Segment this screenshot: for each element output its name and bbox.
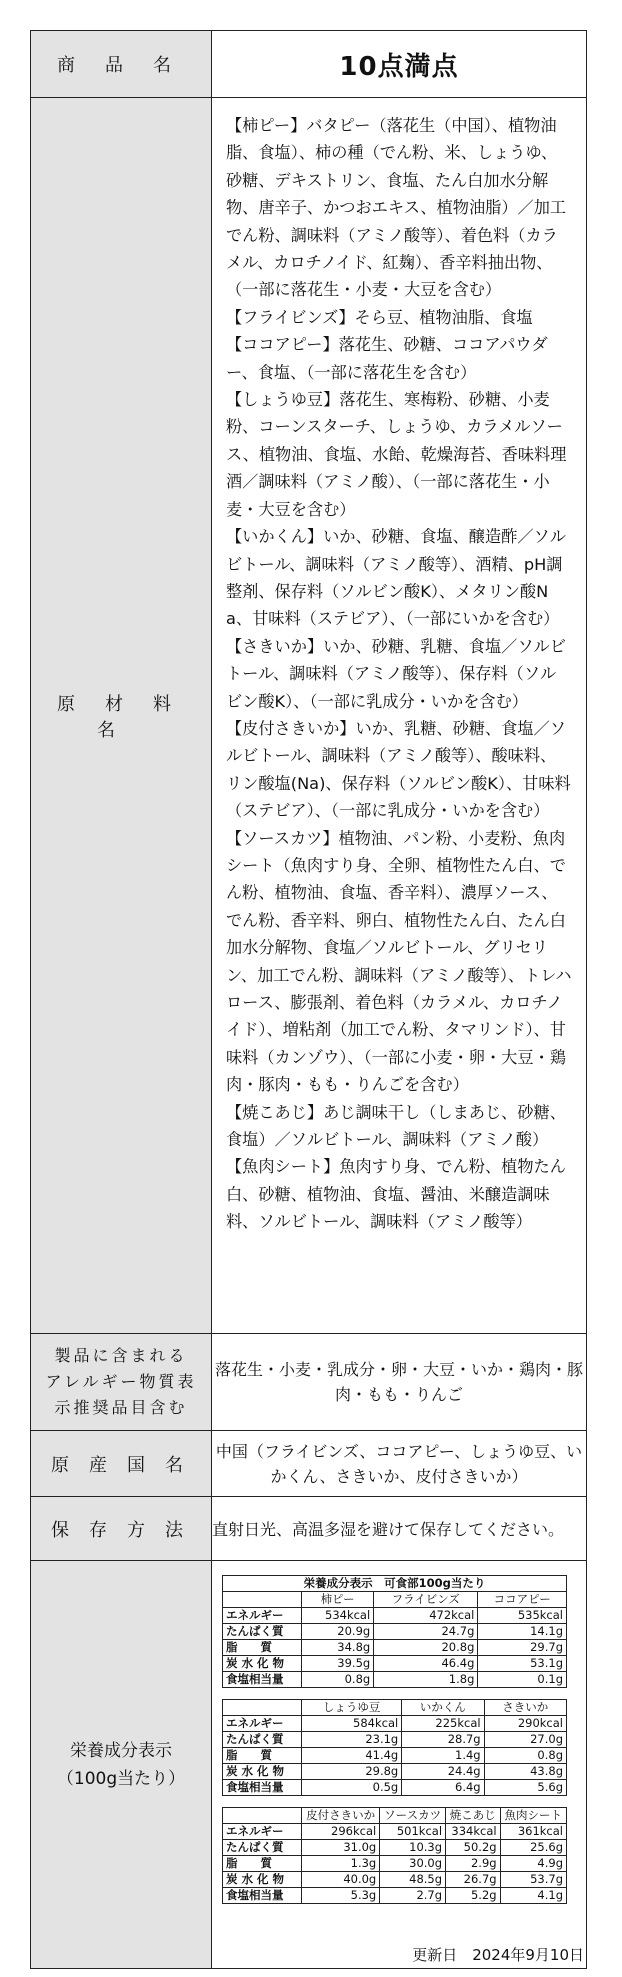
nutrition-value: 1.4g (402, 1748, 484, 1764)
nutrition-row-label: エネルギー (223, 1716, 302, 1732)
product-name-label: 商品名 (57, 55, 201, 76)
nutrition-value: 1.3g (302, 1856, 380, 1872)
nutrition-value: 31.0g (302, 1840, 380, 1856)
nutrition-column-header: ソースカツ (380, 1808, 446, 1824)
nutrition-row-label: 炭 水 化 物 (223, 1764, 302, 1780)
nutrition-row-label: たんぱく質 (223, 1624, 302, 1640)
nutrition-row-label: 脂 質 (223, 1640, 302, 1656)
nutrition-value: 41.4g (302, 1748, 402, 1764)
nutrition-table-row (223, 1748, 567, 1764)
nutrition-table-row (223, 1624, 567, 1640)
nutrition-value: 2.7g (380, 1888, 446, 1904)
nutrition-value: 50.2g (446, 1840, 501, 1856)
nutrition-row-label: 食塩相当量 (223, 1672, 302, 1688)
nutrition-value: 472kcal (374, 1608, 478, 1624)
nutrition-value: 535kcal (478, 1608, 567, 1624)
nutrition-column-header: いかくん (402, 1700, 484, 1716)
ingredients-scroll-area (212, 98, 586, 1333)
ingredients-text: 【柿ピー】バタピー（落花生（中国）、植物油脂、食塩）、柿の種（でん粉、米、しょうゆ、砂糖、デキストリン、食塩、たん白加水分解物、唐辛子、かつおエキス、植物油脂）／加工でん粉、調味料（アミノ酸等）、着色料（カラメル、カロチノイド、紅麹）、香辛料抽出物、（一部に落花生・小麦・大豆を含む） 【フライビンズ】そら豆、植物油脂、食塩 【ココアピー】落花生、砂糖、ココアパウダー、食塩、（一部に落花生を含む） 【しょうゆ豆】落花生、寒梅粉、砂糖、小麦粉、コーンスターチ、しょうゆ、カラメルソース、植物油、食塩、水飴、乾燥海苔、香味料理酒／調味料（アミノ酸）、（一部に落花生・小麦・大豆を含む） 【いかくん】いか、砂糖、食塩、醸造酢／ソルビトール、調味料（アミノ酸等）、酒精、pH調整剤、保存料（ソルビン酸K）、メタリン酸Na、甘味料（ステビア）、（一部にいかを含む） 【さきいか】いか、砂糖、乳糖、食塩／ソルビトール、調味料（アミノ酸等）、保存料（ソルビン酸K）、（一部に乳成分・いかを含む） 【皮付さきいか】いか、乳糖、砂糖、食塩／ソルビトール、調味料（アミノ酸等）、酸味料、リン酸塩(Na)、保存料（ソルビン酸K）、甘味料（ステビア）、（一部に乳成分・いかを含む） 【ソースカツ】植物油、パン粉、小麦粉、魚肉シート（魚肉すり身、全卵、植物性たん白、でん粉、植物油、食塩、香辛料）、濃厚ソース、でん粉、香辛料、卵白、植物性たん白、たん白加水分解物、食塩／ソルビトール、グリセリン、加工でん粉、調味料（アミノ酸等）、トレハロース、膨張剤、着色料（カラメル、カロチノイド）、増粘剤（加工でん粉、タマリンド）、甘味料（カンゾウ）、（一部に小麦・卵・大豆・鶏肉・豚肉・もも・りんごを含む） 【焼こあじ】あじ調味干し（しまあじ、砂糖、食塩）／ソルビトール、調味料（アミノ酸） 【魚肉シート】魚肉すり身、でん粉、植物たん白、砂糖、植物油、食塩、醤油、米醸造調味料、ソルビトール、調味料（アミノ酸等） (226, 116, 572, 1232)
nutrition-column-header: 柿ピー (302, 1592, 374, 1608)
nutrition-value: 53.1g (478, 1656, 567, 1672)
nutrition-row-label: 炭 水 化 物 (223, 1872, 302, 1888)
nutrition-value: 24.7g (374, 1624, 478, 1640)
nutrition-value: 20.8g (374, 1640, 478, 1656)
allergens-label-cell (31, 1334, 212, 1431)
nutrition-value: 27.0g (484, 1732, 566, 1748)
product-name-row (31, 31, 587, 98)
nutrition-value: 25.6g (500, 1840, 566, 1856)
nutrition-column-header: 焼こあじ (446, 1808, 501, 1824)
nutrition-row-label: 脂 質 (223, 1748, 302, 1764)
nutrition-row (31, 1561, 587, 1969)
nutrition-value: 0.1g (478, 1672, 567, 1688)
nutrition-value: 46.4g (374, 1656, 478, 1672)
nutrition-table-row (223, 1656, 567, 1672)
nutrition-header-blank (223, 1592, 302, 1608)
nutrition-column-header: 皮付さきいか (302, 1808, 380, 1824)
ingredients-row (31, 98, 587, 1334)
nutrition-table-row (223, 1672, 567, 1688)
nutrition-table-row (223, 1640, 567, 1656)
nutrition-value: 39.5g (302, 1656, 374, 1672)
origin-label-cell (31, 1431, 212, 1497)
nutrition-value: 501kcal (380, 1824, 446, 1840)
nutrition-table (222, 1699, 567, 1796)
nutrition-table-row (223, 1608, 567, 1624)
nutrition-caption: 栄養成分表示 可食部100g当たり (223, 1576, 567, 1592)
nutrition-table (222, 1807, 567, 1904)
nutrition-value: 30.0g (380, 1856, 446, 1872)
nutrition-value: 29.7g (478, 1640, 567, 1656)
nutrition-value: 48.5g (380, 1872, 446, 1888)
nutrition-table (222, 1575, 567, 1688)
nutrition-value: 5.6g (484, 1780, 566, 1796)
nutrition-row-label: エネルギー (223, 1824, 302, 1840)
nutrition-value: 34.8g (302, 1640, 374, 1656)
nutrition-value: 23.1g (302, 1732, 402, 1748)
storage-label: 保存方法 (51, 1519, 203, 1541)
nutrition-value: 5.2g (446, 1888, 501, 1904)
product-spec-table (30, 30, 587, 1969)
ingredients-cell (212, 98, 587, 1334)
nutrition-value: 14.1g (478, 1624, 567, 1640)
nutrition-value: 290kcal (484, 1716, 566, 1732)
nutrition-value: 0.8g (302, 1672, 374, 1688)
storage-value: 直射日光、高温多湿を避けて保存してください。 (212, 1497, 587, 1561)
nutrition-value: 334kcal (446, 1824, 501, 1840)
nutrition-value: 4.9g (500, 1856, 566, 1872)
nutrition-value: 2.9g (446, 1856, 501, 1872)
nutrition-column-header: しょうゆ豆 (302, 1700, 402, 1716)
nutrition-value: 53.7g (500, 1872, 566, 1888)
nutrition-value: 26.7g (446, 1872, 501, 1888)
allergens-label: 製品に含まれるアレルギー物質表示推奨品目含む (45, 1346, 197, 1417)
nutrition-row-label: 炭 水 化 物 (223, 1656, 302, 1672)
nutrition-table-row (223, 1856, 567, 1872)
nutrition-table-row (223, 1872, 567, 1888)
nutrition-value: 40.0g (302, 1872, 380, 1888)
nutrition-table-row (223, 1840, 567, 1856)
nutrition-cell (212, 1561, 587, 1969)
nutrition-value: 0.5g (302, 1780, 402, 1796)
nutrition-table-row (223, 1824, 567, 1840)
nutrition-value: 361kcal (500, 1824, 566, 1840)
nutrition-label-cell (31, 1561, 212, 1969)
nutrition-table-row (223, 1716, 567, 1732)
nutrition-row-label: エネルギー (223, 1608, 302, 1624)
nutrition-value: 0.8g (484, 1748, 566, 1764)
nutrition-value: 6.4g (402, 1780, 484, 1796)
updated-date: 更新日 2024年9月10日 (412, 1946, 584, 1964)
nutrition-value: 5.3g (302, 1888, 380, 1904)
nutrition-table-row (223, 1764, 567, 1780)
storage-label-cell (31, 1497, 212, 1561)
nutrition-value: 584kcal (302, 1716, 402, 1732)
nutrition-row-label: たんぱく質 (223, 1732, 302, 1748)
nutrition-value: 296kcal (302, 1824, 380, 1840)
nutrition-value: 10.3g (380, 1840, 446, 1856)
nutrition-value: 1.8g (374, 1672, 478, 1688)
nutrition-row-label: 食塩相当量 (223, 1888, 302, 1904)
product-name-label-cell (31, 31, 212, 98)
nutrition-value: 20.9g (302, 1624, 374, 1640)
nutrition-table-row (223, 1732, 567, 1748)
nutrition-tables (222, 1575, 576, 1904)
nutrition-label: 栄養成分表示（100g当たり） (56, 1740, 186, 1789)
nutrition-column-header: フライビンズ (374, 1592, 478, 1608)
nutrition-value: 43.8g (484, 1764, 566, 1780)
nutrition-column-header: 魚肉シート (500, 1808, 566, 1824)
nutrition-row-label: 食塩相当量 (223, 1780, 302, 1796)
nutrition-value: 534kcal (302, 1608, 374, 1624)
origin-value: 中国（フライビンズ、ココアピー、しょうゆ豆、いかくん、さきいか、皮付さきいか） (212, 1431, 587, 1497)
nutrition-value: 4.1g (500, 1888, 566, 1904)
nutrition-row-label: 脂 質 (223, 1856, 302, 1872)
nutrition-value: 29.8g (302, 1764, 402, 1780)
nutrition-header-blank (223, 1700, 302, 1716)
nutrition-value: 225kcal (402, 1716, 484, 1732)
origin-row (31, 1431, 587, 1497)
product-name: 10点満点 (212, 31, 587, 98)
nutrition-table-row (223, 1888, 567, 1904)
origin-label: 原産国名 (51, 1454, 203, 1476)
nutrition-row-label: たんぱく質 (223, 1840, 302, 1856)
nutrition-column-header: ココアピー (478, 1592, 567, 1608)
nutrition-table-row (223, 1780, 567, 1796)
nutrition-value: 24.4g (402, 1764, 484, 1780)
storage-row (31, 1497, 587, 1561)
allergens-value: 落花生・小麦・乳成分・卵・大豆・いか・鶏肉・豚肉・もも・りんご (212, 1334, 587, 1431)
nutrition-header-blank (223, 1808, 302, 1824)
ingredients-label: 原材料名 (57, 693, 201, 741)
nutrition-column-header: さきいか (484, 1700, 566, 1716)
nutrition-value: 28.7g (402, 1732, 484, 1748)
allergens-row (31, 1334, 587, 1431)
ingredients-label-cell (31, 98, 212, 1334)
